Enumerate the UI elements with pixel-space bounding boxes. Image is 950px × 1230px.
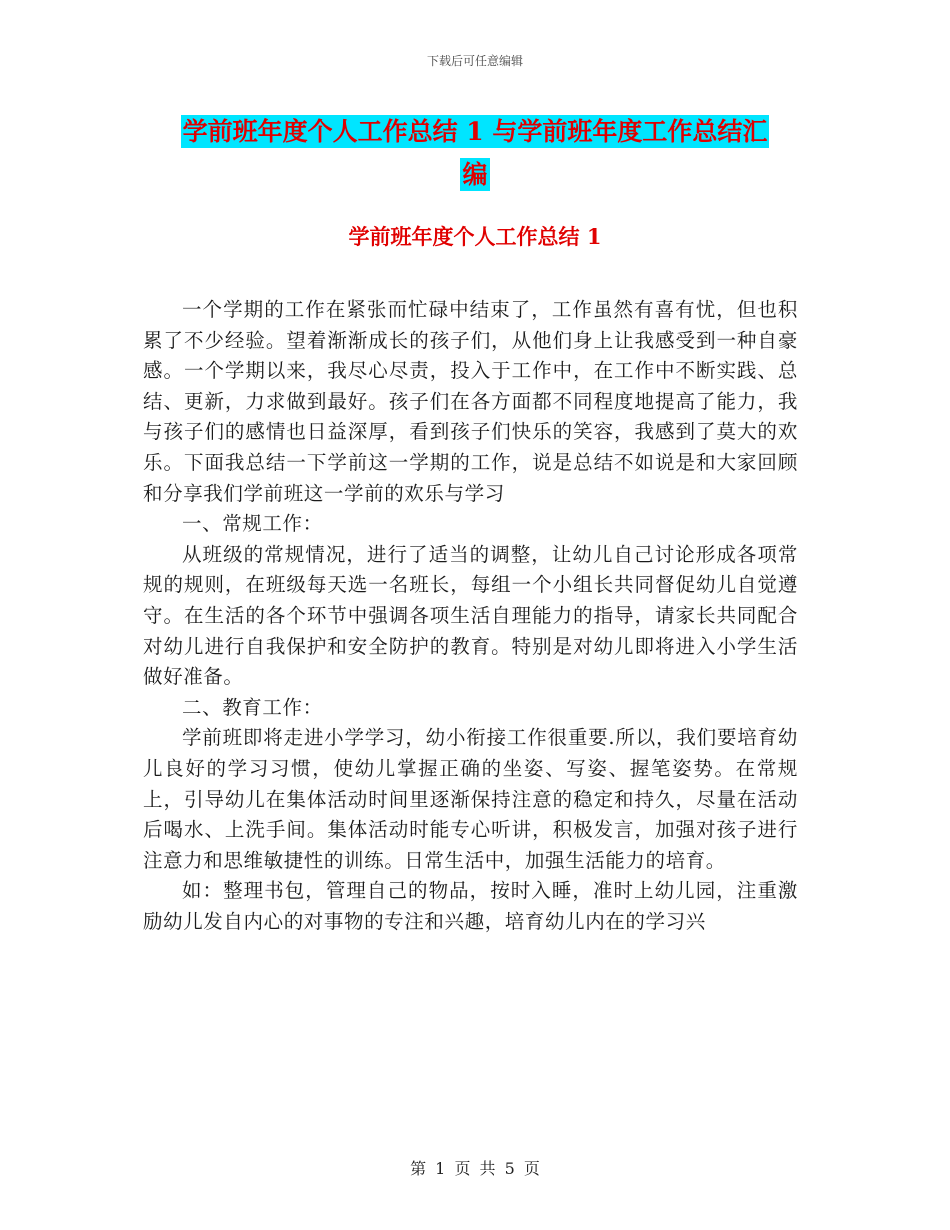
heading-routine-work: 一、常规工作： <box>182 512 323 536</box>
paragraph-intro: 一个学期的工作在紧张而忙碌中结束了，工作虽然有喜有忧，但也积累了不少经验。望着渐渐成长的孩子们，从他们身上让我感受到一种自豪感。一个学期以来，我尽心尽责，投入于工作中，在工作中不断实践、总结、更新，力求做到最好。孩子们在各方面都不同程度地提高了能力，我与孩子们的感情也日益深厚，看到孩子们快乐的笑容，我感到了莫大的欢乐。下面我总结一下学前这一学期的工作，说是总结不如说是和大家回顾和分享我们学前班这一学前的欢乐与学习 <box>143 298 798 505</box>
paragraph-example: 如：整理书包，管理自己的物品，按时入睡，准时上幼儿园，注重激励幼儿发自内心的对事物的专注和兴趣，培育幼儿内在的学习兴 <box>143 879 798 933</box>
page-number-footer: 第 1 页 共 5 页 <box>410 1159 540 1178</box>
title-line-2: 编 <box>462 160 488 189</box>
header-note: 下载后可任意编辑 <box>426 54 523 68</box>
section-title: 学前班年度个人工作总结 1 <box>348 224 602 249</box>
document-title <box>0 110 950 196</box>
paragraph-routine-work: 从班级的常规情况，进行了适当的调整，让幼儿自己讨论形成各项常规的规则，在班级每天选一名班长，每组一个小组长共同督促幼儿自觉遵守。在生活的各个环节中强调各项生活自理能力的指导，请家长共同配合对幼儿进行自我保护和安全防护的教育。特别是对幼儿即将进入小学生活做好准备。 <box>143 542 798 689</box>
title-line-1: 学前班年度个人工作总结 1 与学前班年度工作总结汇 <box>182 117 768 146</box>
document-body <box>143 295 798 937</box>
paragraph-education-work: 学前班即将走进小学学习，幼小衔接工作很重要.所以，我们要培育幼儿良好的学习习惯，使幼儿掌握正确的坐姿、写姿、握笔姿势。在常规上，引导幼儿在集体活动时间里逐渐保持注意的稳定和持久，尽量在活动后喝水、上洗手间。集体活动时能专心听讲，积极发言，加强对孩子进行注意力和思维敏捷性的训练。日常生活中，加强生活能力的培育。 <box>143 726 798 872</box>
heading-education-work: 二、教育工作： <box>182 695 323 719</box>
